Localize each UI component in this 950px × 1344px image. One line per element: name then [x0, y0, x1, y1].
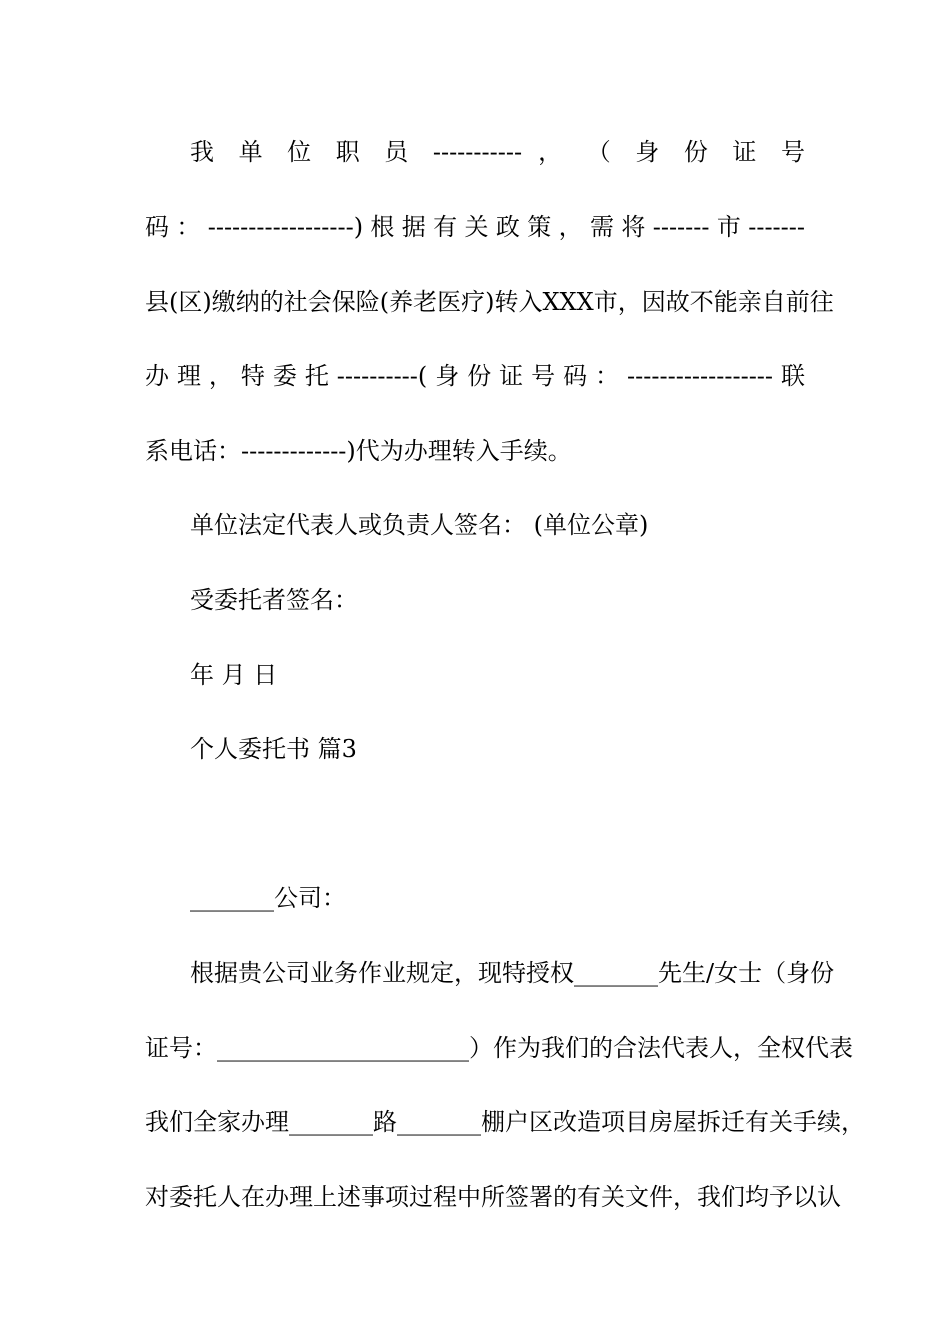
section-heading: 个人委托书 篇3 [190, 735, 357, 763]
date-line: 年 月 日 [190, 661, 278, 689]
paragraph-line-3: 县(区)缴纳的社会保险(养老医疗)转入XXX市，因故不能亲自前往 [145, 288, 834, 316]
authorization-line-1: 根据贵公司业务作业规定，现特授权_______先生/女士（身份 [190, 959, 835, 987]
signature-line-representative: 单位法定代表人或负责人签名： (单位公章) [190, 511, 649, 539]
paragraph-line-5: 系电话：-------------)代为办理转入手续。 [145, 437, 572, 465]
paragraph-line-1: 我 单 位 职 员 ----------- ， （ 身 份 证 号 [190, 138, 805, 166]
authorization-line-3: 我们全家办理_______路_______棚户区改造项目房屋拆迁有关手续， [145, 1108, 865, 1136]
paragraph-line-2: 码：------------------)根据有关政策，需将-------市------- [145, 213, 805, 241]
authorization-line-4: 对委托人在办理上述事项过程中所签署的有关文件，我们均予以认 [145, 1183, 841, 1211]
authorization-line-2: 证号：_____________________）作为我们的合法代表人，全权代表 [145, 1034, 853, 1062]
addressee-line: _______公司： [190, 884, 346, 912]
paragraph-line-4: 办理，特委托----------(身份证号码：------------------联 [145, 362, 805, 390]
signature-line-trustee: 受委托者签名： [190, 586, 358, 614]
